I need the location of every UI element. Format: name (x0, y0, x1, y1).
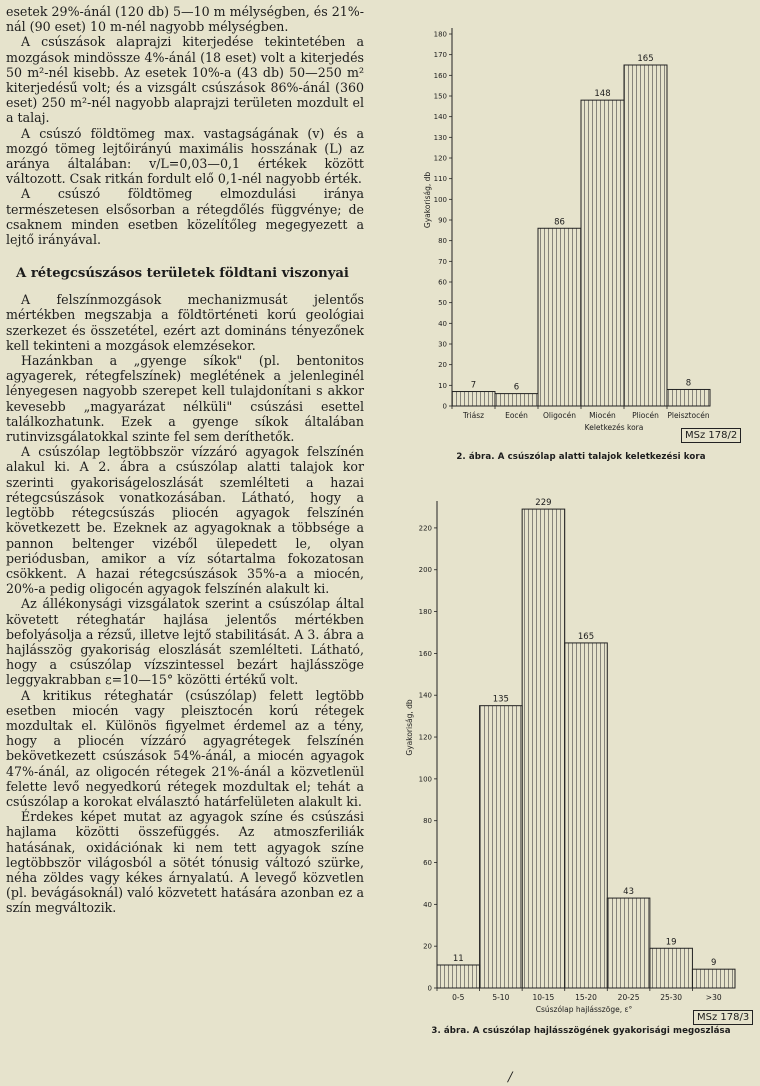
x-tick-label: Pliocén (632, 411, 659, 420)
paragraph: Hazánkban a „gyenge síkok" (pl. bentonitos agyagerek, rétegfelszínek) meglétének a jelenleginél lényegesen nagyobb szerepet kell tulajdonítani s akkor kevesebb „magyarázat nélküli" csúszási esettel találkozhatunk. Ezek a gyenge síkok általában rutinvizsgálatokkal szinte fel sem deríthetők. (6, 353, 364, 445)
bar (565, 643, 608, 988)
x-tick-label: 5-10 (492, 993, 510, 1002)
bar (538, 228, 581, 406)
figure-3-chart (404, 486, 754, 1026)
article-text-column (6, 4, 364, 916)
bar (495, 394, 538, 406)
bar-value-label: 165 (637, 54, 654, 64)
paragraph: A kritikus réteghatár (csúszólap) felett legtöbb esetben miocén vagy pleisztocén korú rétegek mozdultak el. Különös figyelmet érdemel az a tény, hogy a pliocén vízzáró agyagrétegek felszínén bekövetkezett csúszások 54%-ánál, a miocén agyagok 47%-ánál, az oligocén rétegek 21%-ánál a közvetlenül felette levő negyedkorú rétegek mozdultak el; tehát a csúszólap a korokat elválasztó határfelületen alakult ki. (6, 687, 364, 809)
y-tick-label: 70 (438, 257, 447, 266)
y-tick-label: 180 (433, 30, 447, 39)
y-tick-label: 150 (433, 92, 447, 101)
x-tick-label: >30 (705, 993, 722, 1002)
y-tick-label: 0 (427, 984, 432, 993)
paragraph: esetek 29%-ánál (120 db) 5—10 m mélységben, és 21%-nál (90 eset) 10 m-nél nagyobb mélységben. (6, 4, 364, 35)
bar-value-label: 6 (513, 382, 520, 393)
x-axis-label: Csúszólap hajlásszöge, ε° (535, 1005, 633, 1014)
figure-2-caption: 2. ábra. A csúszólap alatti talajok keletkezési kora (456, 452, 706, 462)
y-tick-label: 20 (423, 942, 432, 951)
y-tick-label: 40 (438, 319, 447, 328)
bar-value-label: 9 (711, 958, 717, 969)
paragraph: A csúszó földtömeg elmozdulási iránya természetesen elsősorban a rétegdőlés függvénye; de csaknem minden esetben közelítőleg megegyezett a lejtő irányával. (6, 186, 364, 248)
paragraph: Érdekes képet mutat az agyagok színe és csúszási hajlama közötti összefüggés. Az atmoszferiliák hatásának, oxidációnak ki nem tett agyagok színe legtöbbször világosból a sötét tónusig változó szürke, néha zöldes vagy kékes árnyalatú. A levegő közvetlen (pl. bevágásoknál) való közvetett hatására azonban ez a szín megváltozik. (6, 809, 364, 916)
y-tick-label: 130 (433, 133, 447, 142)
x-tick-label: Pleisztocén (667, 411, 710, 420)
paragraph: A felszínmozgások mechanizmusát jelentős mértékben megszabja a földtörténeti korú geológiai szerkezet és összetétel, ezért azt domináns tényezőnek kell tekinteni a mozgások elemzésekor. (6, 292, 364, 353)
y-tick-label: 40 (423, 900, 432, 909)
bar-value-label: 19 (665, 937, 677, 948)
y-tick-label: 220 (418, 524, 432, 533)
bar (624, 65, 667, 406)
page-mark: / (508, 1070, 513, 1085)
y-axis-label: Gyakoriság, db (405, 699, 414, 756)
y-tick-label: 10 (438, 381, 447, 390)
x-tick-label: 20-25 (617, 993, 640, 1002)
bar-value-label: 229 (535, 498, 552, 509)
paragraph: A csúszó földtömeg max. vastagságának (v) és a mozgó tömeg lejtőirányú maximális hosszának (L) az aránya általában: v/L=0,03—0,1 értékek között változott. Csak ritkán fordult elő 0,1-nél nagyobb érték. (6, 125, 364, 187)
x-tick-label: 15-20 (575, 993, 597, 1002)
paragraph: A csúszólap legtöbbször vízzáró agyagok felszínén alakul ki. A 2. ábra a csúszólap alatti talajok kor szerinti gyakoriságeloszlását szemlélteti a hazai rétegcsúszások vonatkozásában. Látható, hogy a legtöbb rétegcsúszás pliocén agyagok felszínén következett be. Ezeknek az agyagoknak a többsége a pannon beltenger vizéből ülepedett le, olyan periódusban, amikor a víz sótartalma fokozatosan csökkent. A hazai rétegcsúszások 35%-a a miocén, 20%-a pedig oligocén agyagok felszínén alakult ki. (6, 444, 364, 597)
section-heading: A rétegcsúszásos területek földtani viszonyai (16, 266, 349, 282)
x-axis-label: Keletkezés kora (584, 423, 644, 432)
bar (650, 948, 693, 988)
y-tick-label: 0 (442, 402, 447, 411)
bar (452, 392, 495, 406)
y-tick-label: 180 (418, 608, 432, 617)
y-tick-label: 80 (423, 817, 432, 826)
bar-value-label: 7 (470, 380, 477, 391)
y-tick-label: 100 (418, 775, 432, 784)
x-tick-label: 0-5 (452, 993, 465, 1002)
figure-2-stamp: MSz 178/2 (681, 428, 741, 443)
bar-value-label: 135 (492, 694, 509, 705)
x-tick-label: Miocén (589, 411, 616, 420)
y-tick-label: 170 (433, 51, 447, 60)
paragraph: A csúszások alaprajzi kiterjedése tekintetében a mozgások mindössze 4%-ánál (18 eset) volt a kiterjedés 50 m²-nél kisebb. Az esetek 10%-a (43 db) 50—250 m² kiterjedésű volt; és a vizsgált csúszások 86%-ánál (360 eset) 250 m²-nél nagyobb alaprajzi területen mozdult el a talaj. (6, 34, 364, 126)
bar (607, 898, 650, 988)
y-tick-label: 90 (438, 216, 447, 225)
x-tick-label: Eocén (505, 411, 528, 420)
bar-value-label: 43 (623, 887, 634, 898)
figure-3-caption: 3. ábra. A csúszólap hajlásszögének gyakorisági megoszlása (431, 1026, 731, 1036)
y-tick-label: 160 (433, 71, 447, 80)
y-tick-label: 60 (423, 859, 432, 868)
y-tick-label: 140 (418, 691, 432, 700)
bar (581, 100, 624, 406)
y-tick-label: 110 (433, 175, 447, 184)
y-tick-label: 120 (418, 733, 432, 742)
figure-3 (404, 486, 754, 1046)
bar (692, 969, 735, 988)
y-tick-label: 60 (438, 278, 447, 287)
y-tick-label: 200 (418, 566, 432, 575)
bar (437, 965, 480, 988)
bar-value-label: 86 (554, 217, 565, 228)
y-tick-label: 100 (433, 195, 447, 204)
bar (667, 389, 710, 406)
bar-value-label: 165 (577, 631, 595, 642)
x-tick-label: Triász (462, 411, 485, 420)
y-tick-label: 160 (418, 649, 432, 658)
bar-value-label: 8 (685, 378, 692, 389)
x-tick-label: 25-30 (660, 993, 683, 1002)
bar (522, 509, 565, 988)
y-tick-label: 20 (438, 361, 447, 370)
x-tick-label: 10-15 (532, 993, 555, 1002)
paragraph: Az állékonysági vizsgálatok szerint a csúszólap által követett réteghatár hajlása jelentős mértékben befolyásolja a rézsű, illetve lejtő stabilitását. A 3. ábra a hajlásszög gyakoriság eloszlását szemlélteti. Látható, hogy a csúszólap vízszintessel bezárt hajlásszöge leggyakrabban ε=10—15° közötti értékű volt. (6, 596, 364, 688)
y-tick-label: 80 (438, 237, 447, 246)
y-tick-label: 120 (433, 154, 447, 163)
figure-2 (404, 4, 754, 464)
figure-3-stamp: MSz 178/3 (693, 1010, 753, 1025)
y-axis-label: Gyakoriság, db (423, 171, 432, 229)
x-tick-label: Oligocén (543, 411, 576, 420)
bar-value-label: 148 (594, 89, 611, 100)
y-tick-label: 140 (433, 113, 447, 122)
bar-value-label: 11 (452, 953, 464, 964)
y-tick-label: 50 (438, 299, 447, 308)
bar (480, 706, 523, 988)
figure-2-chart (404, 4, 754, 444)
y-tick-label: 30 (438, 340, 447, 349)
